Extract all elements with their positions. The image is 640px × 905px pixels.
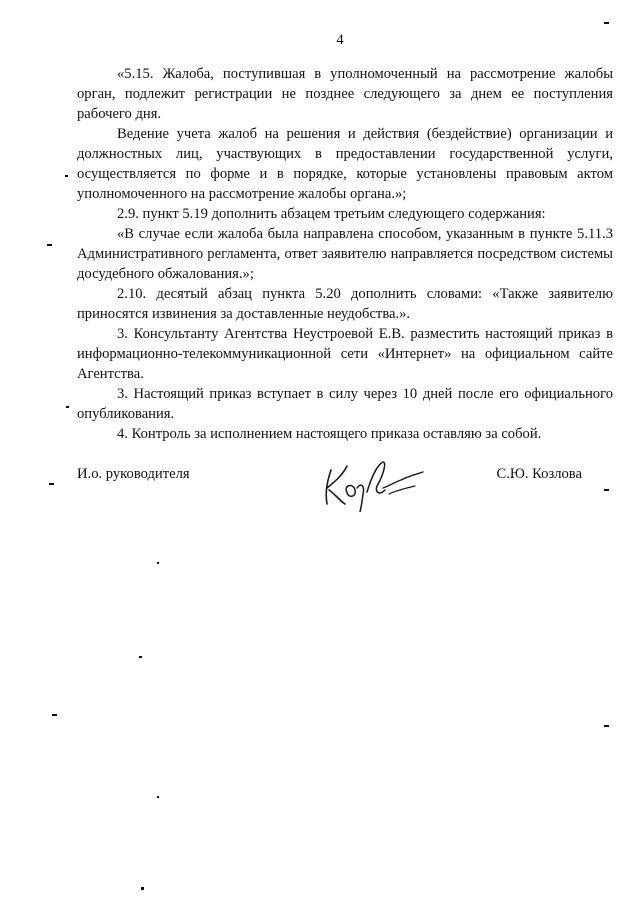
document-body [77, 64, 613, 444]
scan-speck [49, 483, 54, 485]
scan-speck [47, 244, 52, 246]
signatory-title: И.о. руководителя [77, 466, 190, 482]
scan-speck [604, 22, 609, 24]
paragraph-2-10: 2.10. десятый абзац пункта 5.20 дополнить словами: «Также заявителю приносятся извинения за доставленные неудобства.». [77, 286, 613, 322]
scan-speck [604, 489, 609, 491]
scan-speck [52, 714, 57, 716]
scan-speck [66, 406, 69, 408]
handwritten-signature [317, 452, 427, 512]
paragraph-complaint-records: Ведение учета жалоб на решения и действия (бездействие) организации и должностных лиц, участвующих в предоставлении государственной услуги, осуществляется по форме и в порядке, которые установлены правовым актом уполномоченного на рассмотрение жалобы органа.»; [77, 126, 613, 202]
paragraph-5-15: «5.15. Жалоба, поступившая в уполномоченный на рассмотрение жалобы орган, подлежит регистрации не позднее следующего за днем ее поступления рабочего дня. [77, 66, 613, 122]
paragraph-control: 4. Контроль за исполнением настоящего приказа оставляю за собой. [117, 426, 542, 442]
signatory-name: С.Ю. Козлова [496, 466, 582, 482]
scan-speck [139, 656, 142, 658]
scan-speck [604, 725, 609, 727]
paragraph-effective-date: 3. Настоящий приказ вступает в силу через 10 дней после его официального опубликования. [77, 386, 613, 422]
scan-speck [65, 175, 68, 177]
signature-block [77, 452, 582, 492]
scan-speck [157, 562, 159, 564]
paragraph-complaint-method: «В случае если жалоба была направлена способом, указанным в пункте 5.11.3 Административного регламента, ответ заявителю направляется посредством системы досудебного обжалования.»; [77, 226, 613, 282]
page-number: 4 [336, 32, 344, 48]
scan-speck [141, 887, 144, 890]
paragraph-2-9: 2.9. пункт 5.19 дополнить абзацем третьим следующего содержания: [117, 206, 546, 222]
paragraph-publish-order: 3. Консультанту Агентства Неустроевой Е.В. разместить настоящий приказ в информационно-телекоммуникационной сети «Интернет» на официальном сайте Агентства. [77, 326, 613, 382]
scan-speck [157, 796, 159, 798]
